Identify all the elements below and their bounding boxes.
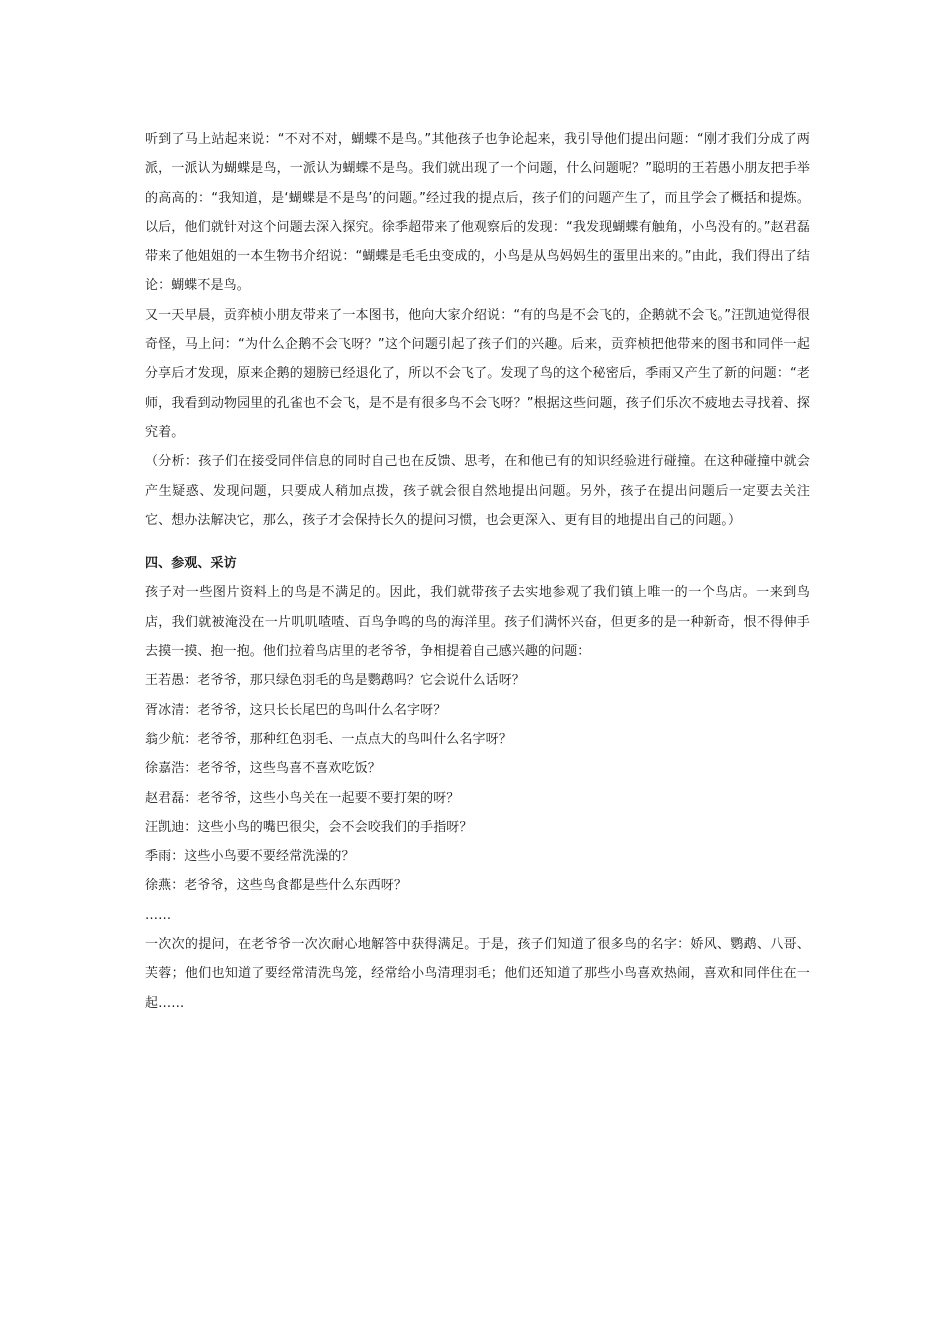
section-intro: 孩子对一些图片资料上的鸟是不满足的。因此，我们就带孩子去实地参观了我们镇上唯一的一个鸟店。一来到鸟店，我们就被淹没在一片叽叽喳喳、百鸟争鸣的鸟的海洋里。孩子们满怀兴奋，但更多的是一种新奇，恨不得伸手去摸一摸、抱一抱。他们拉着鸟店里的老爷爷，争相提着自己感兴趣的问题： [145, 585, 810, 660]
section-heading: 四、参观、采访 [145, 556, 237, 572]
paragraph-butterfly-discussion: 听到了马上站起来说：“不对不对，蝴蝶不是鸟。”其他孩子也争论起来，我引导他们提出问题：“刚才我们分成了两派，一派认为蝴蝶是鸟，一派认为蝴蝶不是鸟。我们就出现了一个问题，什么问题呢？”聪明的王若愚小朋友把手举的高高的：“我知道，是‘蝴蝶是不是鸟’的问题。”经过我的提点后，孩子们的问题产生了，而且学会了概括和提炼。以后，他们就针对这个问题去深入探究。徐季超带来了他观察后的发现：“我发现蝴蝶有触角，小鸟没有的。”赵君磊带来了他姐姐的一本生物书介绍说：“蝴蝶是毛毛虫变成的，小鸟是从鸟妈妈生的蛋里出来的。”由此，我们得出了结论：蝴蝶不是鸟。 [145, 132, 810, 294]
paragraph-penguin-story: 又一天早晨，贡弈桢小朋友带来了一本图书，他向大家介绍说：“有的鸟是不会飞的，企鹅就不会飞。”汪凯迪觉得很奇怪，马上问：“为什么企鹅不会飞呀？”这个问题引起了孩子们的兴趣。后来，贡弈桢把他带来的图书和同伴一起分享后才发现，原来企鹅的翅膀已经退化了，所以不会飞了。发现了鸟的这个秘密后，季雨又产生了新的问题：“老师，我看到动物园里的孔雀也不会飞，是不是有很多鸟不会飞呀？”根据这些问题，孩子们乐次不疲地去寻找着、探究着。 [145, 307, 810, 440]
ellipsis-line: …… [145, 907, 172, 923]
closing-paragraph: 一次次的提问，在老爷爷一次次耐心地解答中获得满足。于是，孩子们知道了很多鸟的名字：娇风、鹦鹉、八哥、芙蓉；他们也知道了要经常清洗鸟笼，经常给小鸟清理羽毛；他们还知道了那些小鸟喜欢热闹，喜欢和同伴住在一起…… [145, 937, 810, 1011]
document-page [145, 125, 810, 1018]
dialogue-line: 翁少航：老爷爷，那种红色羽毛、一点点大的鸟叫什么名字呀？ [145, 731, 512, 747]
dialogue-line: 赵君磊：老爷爷，这些小鸟关在一起要不要打架的呀？ [145, 790, 460, 806]
dialogue-line: 王若愚：老爷爷，那只绿色羽毛的鸟是鹦鹉吗？它会说什么话呀？ [145, 673, 525, 689]
dialogue-line: 胥冰清：老爷爷，这只长长尾巴的鸟叫什么名字呀？ [145, 702, 447, 718]
dialogue-line: 徐嘉浩：老爷爷，这些鸟喜不喜欢吃饭？ [145, 761, 381, 777]
dialogue-line: 汪凯迪：这些小鸟的嘴巴很尖，会不会咬我们的手指呀？ [145, 819, 473, 835]
paragraph-analysis: （分析：孩子们在接受同伴信息的同时自己也在反馈、思考，在和他已有的知识经验进行碰撞。在这种碰撞中就会产生疑惑、发现问题，只要成人稍加点拨，孩子就会很自然地提出问题。另外，孩子在提出问题后一定要去关注它、想办法解决它，那么，孩子才会保持长久的提问习惯，也会更深入、更有目的地提出自己的问题。） [145, 454, 810, 528]
dialogue-line: 徐燕：老爷爷，这些鸟食都是些什么东西呀？ [145, 878, 408, 894]
dialogue-line: 季雨：这些小鸟要不要经常洗澡的？ [145, 849, 355, 865]
